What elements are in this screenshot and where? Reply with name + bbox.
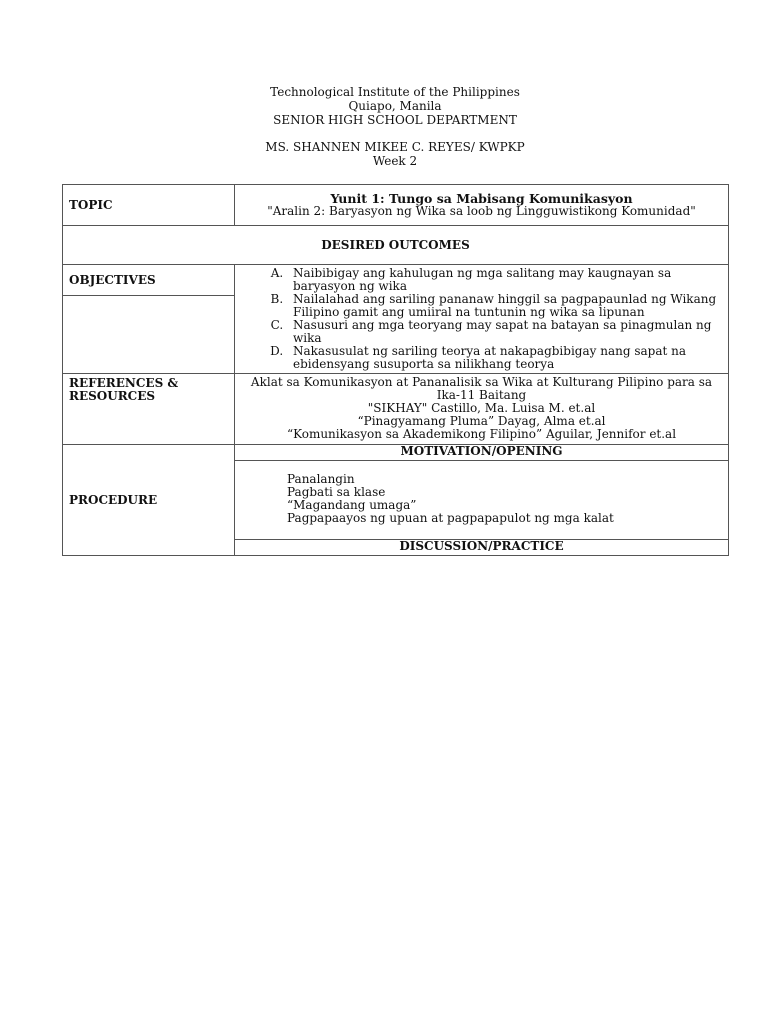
motivation-item: Pagbati sa klase bbox=[287, 485, 386, 499]
desired-outcomes-heading: DESIRED OUTCOMES bbox=[63, 226, 729, 265]
objectives-empty-cell bbox=[63, 296, 235, 374]
references-label: REFERENCES & RESOURCES bbox=[63, 374, 235, 445]
reference-item: "SIKHAY" Castillo, Ma. Luisa M. et.al bbox=[367, 401, 596, 415]
procedure-label: PROCEDURE bbox=[63, 445, 235, 556]
institution-name: Technological Institute of the Philippines bbox=[270, 85, 520, 99]
desired-outcomes-row bbox=[63, 226, 729, 265]
references-content bbox=[235, 374, 729, 445]
document-header bbox=[0, 85, 768, 168]
objective-item: B. Nailalahad ang sariling pananaw hinggil sa pagpapaunlad ng Wikang Filipino gamit ang umiiral na tuntunin ng wika sa lipunan bbox=[287, 293, 720, 319]
teacher-name: MS. SHANNEN MIKEE C. REYES/ KWPKP bbox=[265, 140, 525, 154]
lesson-title: "Aralin 2: Baryasyon ng Wika sa loob ng Lingguwistikong Komunidad" bbox=[267, 204, 696, 218]
topic-row bbox=[63, 185, 729, 226]
motivation-list bbox=[235, 461, 728, 540]
institution-location: Quiapo, Manila bbox=[348, 99, 442, 113]
motivation-item: Pagpapaayos ng upuan at pagpapapulot ng mga kalat bbox=[287, 511, 614, 525]
objectives-row bbox=[63, 265, 729, 296]
objectives-list bbox=[235, 267, 728, 373]
department-name: SENIOR HIGH SCHOOL DEPARTMENT bbox=[273, 113, 517, 127]
motivation-item: Panalangin bbox=[287, 472, 355, 486]
motivation-item: “Magandang umaga” bbox=[287, 498, 417, 512]
objectives-label: OBJECTIVES bbox=[63, 265, 235, 296]
procedure-row bbox=[63, 445, 729, 556]
objective-item: A. Naibibigay ang kahulugan ng mga salitang may kaugnayan sa baryasyon ng wika bbox=[287, 267, 720, 293]
discussion-heading: DISCUSSION/PRACTICE bbox=[399, 539, 564, 553]
objective-item: C. Nasusuri ang mga teoryang may sapat na batayan sa pinagmulan ng wika bbox=[287, 319, 720, 345]
procedure-content bbox=[235, 445, 729, 556]
topic-label: TOPIC bbox=[63, 185, 235, 226]
objectives-content bbox=[235, 265, 729, 374]
reference-item: Aklat sa Komunikasyon at Pananalisik sa Wika at Kulturang Pilipino para sa Ika-11 Baitang bbox=[250, 375, 713, 402]
references-row bbox=[63, 374, 729, 445]
lesson-plan-table bbox=[62, 184, 729, 556]
unit-title: Yunit 1: Tungo sa Mabisang Komunikasyon bbox=[330, 191, 633, 206]
topic-content bbox=[235, 185, 729, 226]
motivation-heading: MOTIVATION/OPENING bbox=[235, 445, 728, 461]
objective-item: D. Nakasusulat ng sariling teorya at nakapagbibigay nang sapat na ebidensyang susuporta sa nilikhang teorya bbox=[287, 345, 720, 371]
reference-item: “Komunikasyon sa Akademikong Filipino” Aguilar, Jennifor et.al bbox=[286, 427, 677, 441]
week-label: Week 2 bbox=[372, 154, 418, 168]
reference-item: “Pinagyamang Pluma” Dayag, Alma et.al bbox=[357, 414, 606, 428]
